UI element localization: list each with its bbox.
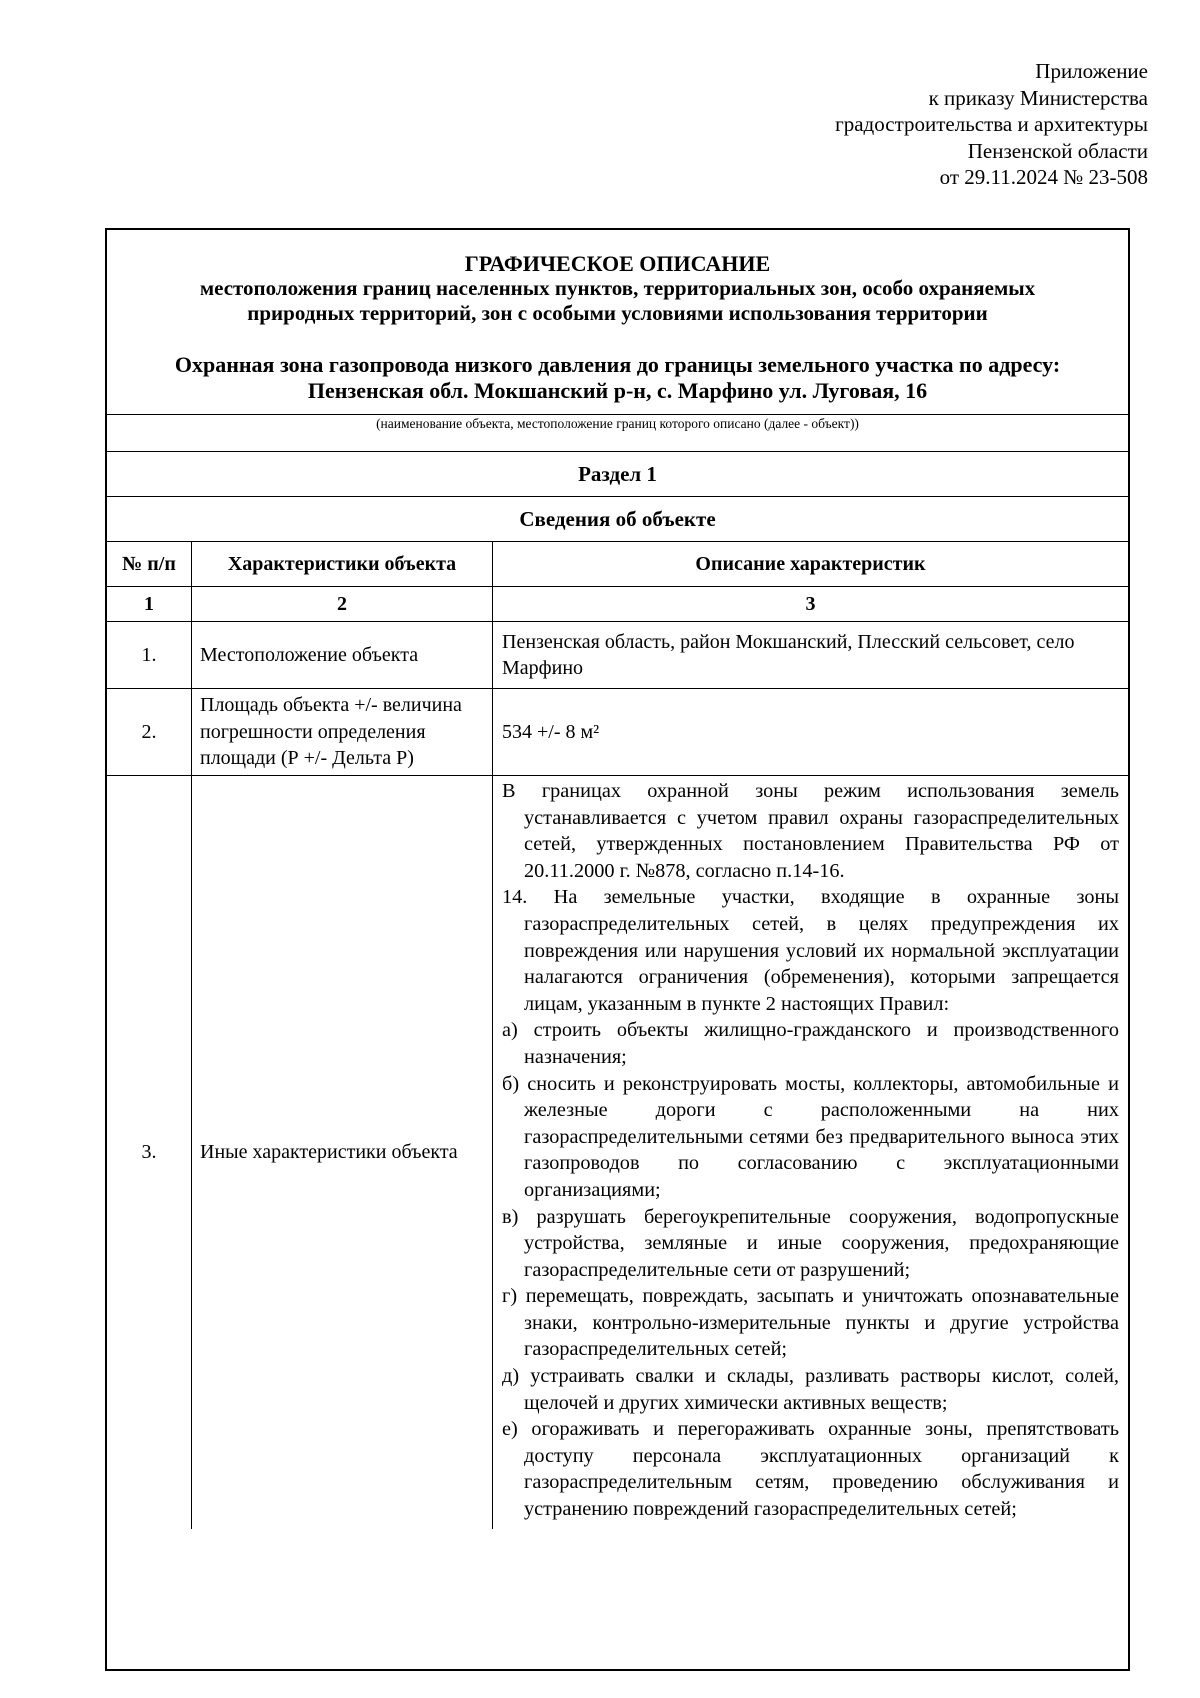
object-name: Охранная зона газопровода низкого давления до границы земельного участка по адресу: (174, 352, 1061, 377)
section-subtitle: Сведения об объекте (107, 497, 1128, 542)
document-header (107, 230, 1128, 415)
object-info-table (107, 542, 1128, 1529)
table-header-row (107, 542, 1128, 587)
restriction-paragraph: д) устраивать свалки и склады, разливать растворы кислот, солей, щелочей и других химически активных веществ; (502, 1365, 1119, 1414)
section-title: Раздел 1 (107, 452, 1128, 497)
row-description (493, 776, 1129, 1529)
restriction-paragraph: а) строить объекты жилищно-гражданского и производственного назначения; (502, 1019, 1119, 1068)
appendix-line: к приказу Министерства (928, 85, 1148, 110)
row-characteristic: Площадь объекта +/- величина погрешности определения площади (Р +/- Дельта Р) (192, 689, 493, 776)
appendix-line: градостроительства и архитектуры (835, 112, 1148, 137)
appendix-block (588, 58, 1148, 191)
table-row (107, 776, 1128, 1529)
column-number: 3 (493, 587, 1129, 622)
document-subtitle: природных территорий, зон с особыми условиями использования территории (247, 301, 988, 325)
column-header: Характеристики объекта (192, 542, 493, 587)
restriction-paragraph: В границах охранной зоны режим использования земель устанавливается с учетом правил охраны газораспределительных сетей, утвержденных постановлением Правительства РФ от 20.11.2000 г. №878, согласно п.14-16. (502, 780, 1119, 882)
row-characteristic: Иные характеристики объекта (192, 776, 493, 1529)
appendix-line: Приложение (1035, 59, 1148, 83)
object-note: (наименование объекта, местоположение границ которого описано (далее - объект)) (107, 415, 1128, 452)
restriction-paragraph: б) сносить и реконструировать мосты, коллекторы, автомобильные и железные дороги с расположенными на них газораспределительными сетями без предварительного выноса этих газопроводов по согласованию с эксплуатационными организациями; (502, 1072, 1119, 1201)
row-number: 3. (107, 776, 192, 1529)
row-number: 2. (107, 689, 192, 776)
document-title: ГРАФИЧЕСКОЕ ОПИСАНИЕ (464, 251, 771, 276)
restriction-paragraph: г) перемещать, повреждать, засыпать и уничтожать опознавательные знаки, контрольно-измерительные пункты и другие устройства газораспределительных сетей; (502, 1285, 1119, 1361)
object-address: Пензенская обл. Мокшанский р-н, с. Марфино ул. Луговая, 16 (307, 378, 928, 403)
column-header: Описание характеристик (493, 542, 1129, 587)
document-subtitle: местоположения границ населенных пунктов, территориальных зон, особо охраняемых (199, 276, 1036, 300)
appendix-line: Пензенской области (967, 138, 1148, 163)
table-row (107, 689, 1128, 776)
column-number: 2 (192, 587, 493, 622)
row-description: Пензенская область, район Мокшанский, Плесский сельсовет, село Марфино (493, 622, 1129, 689)
appendix-line: от 29.11.2024 № 23-508 (939, 165, 1148, 190)
description-document (105, 228, 1130, 1671)
row-description: 534 +/- 8 м² (493, 689, 1129, 776)
restriction-paragraph: в) разрушать берегоукрепительные сооружения, водопропускные устройства, земляные и иные сооружения, предохраняющие газораспределительные сети от разрушений; (502, 1205, 1119, 1281)
table-number-row (107, 587, 1128, 622)
restriction-paragraph: е) огораживать и перегораживать охранные зоны, препятствовать доступу персонала эксплуатационных организаций к газораспределительным сетям, проведению обслуживания и устранению повреждений газораспределительных сетей; (502, 1418, 1119, 1521)
row-characteristic: Местоположение объекта (192, 622, 493, 689)
column-header: № п/п (107, 542, 192, 587)
restriction-paragraph: 14. На земельные участки, входящие в охранные зоны газораспределительных сетей, в целях предупреждения их повреждения или нарушения условий их нормальной эксплуатации налагаются ограничения (обременения), которыми запрещается лицам, указанным в пункте 2 настоящих Правил: (502, 886, 1119, 1015)
column-number: 1 (107, 587, 192, 622)
row-number: 1. (107, 622, 192, 689)
table-row (107, 622, 1128, 689)
